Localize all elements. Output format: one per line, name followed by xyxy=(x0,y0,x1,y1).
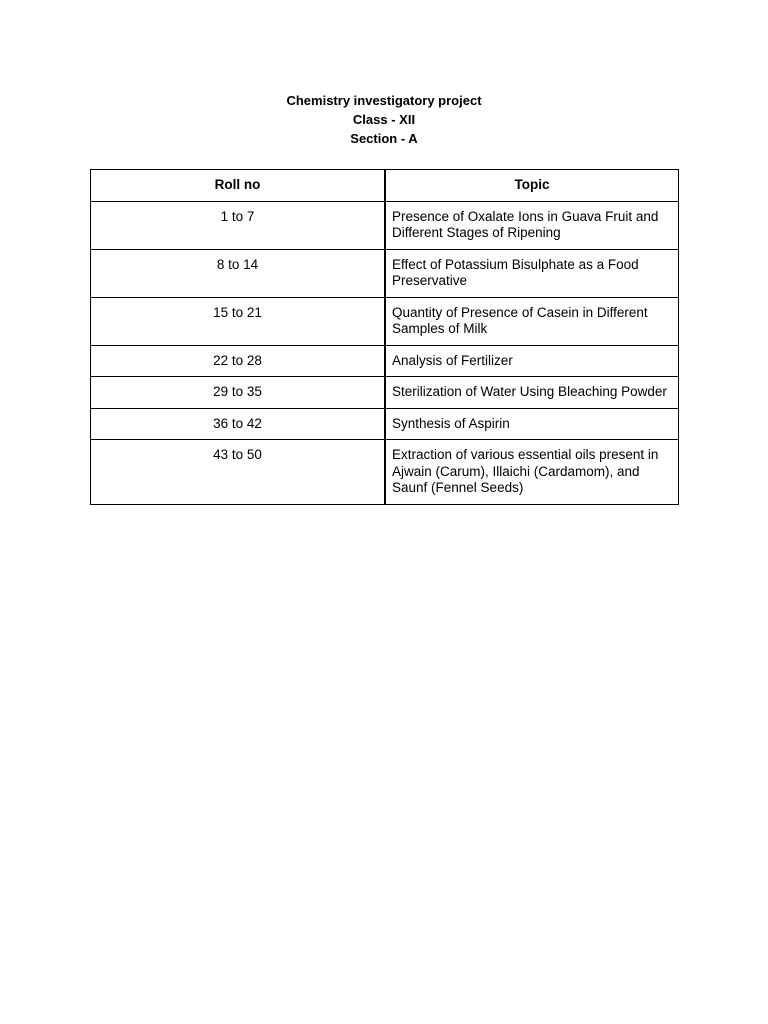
roll-range-cell: 36 to 42 xyxy=(91,408,386,440)
table-row xyxy=(91,201,679,249)
table-row xyxy=(91,377,679,409)
document-header xyxy=(0,91,768,148)
topic-cell: Quantity of Presence of Casein in Different Samples of Milk xyxy=(385,297,679,345)
topic-cell: Synthesis of Aspirin xyxy=(385,408,679,440)
document-title: Chemistry investigatory project xyxy=(286,93,482,108)
topic-cell: Extraction of various essential oils present in Ajwain (Carum), Illaichi (Cardamom), and Saunf (Fennel Seeds) xyxy=(385,440,679,505)
roll-range-cell: 29 to 35 xyxy=(91,377,386,409)
class-label: Class - XII xyxy=(352,112,416,127)
table-row xyxy=(91,440,679,505)
section-label: Section - A xyxy=(350,131,418,146)
table-header-row xyxy=(91,170,679,202)
roll-range-cell: 8 to 14 xyxy=(91,249,386,297)
topic-cell: Sterilization of Water Using Bleaching Powder xyxy=(385,377,679,409)
table-row xyxy=(91,297,679,345)
roll-range-cell: 1 to 7 xyxy=(91,201,386,249)
table-row xyxy=(91,249,679,297)
column-header-roll-no: Roll no xyxy=(91,170,386,202)
topics-table xyxy=(90,169,679,505)
column-header-topic: Topic xyxy=(385,170,679,202)
roll-range-cell: 22 to 28 xyxy=(91,345,386,377)
roll-range-cell: 43 to 50 xyxy=(91,440,386,505)
roll-range-cell: 15 to 21 xyxy=(91,297,386,345)
table-row xyxy=(91,408,679,440)
table-row xyxy=(91,345,679,377)
topic-cell: Effect of Potassium Bisulphate as a Food Preservative xyxy=(385,249,679,297)
topic-cell: Presence of Oxalate Ions in Guava Fruit and Different Stages of Ripening xyxy=(385,201,679,249)
topic-cell: Analysis of Fertilizer xyxy=(385,345,679,377)
